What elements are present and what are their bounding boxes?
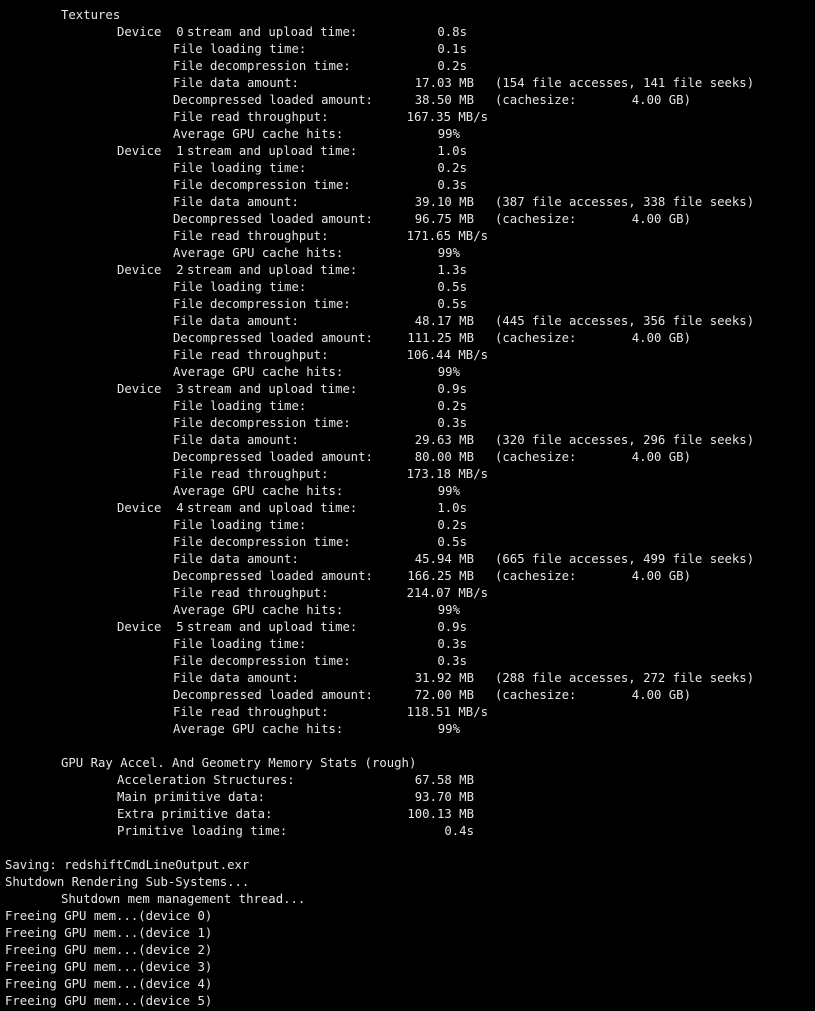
stream-upload-label: stream and upload time: [187, 620, 358, 634]
file-loading-value: 0.2s [437, 161, 467, 175]
file-data-amount-value: 39.10 MB [414, 195, 474, 209]
file-loading-value: 0.2s [437, 399, 467, 413]
stream-upload-value: 0.9s [437, 620, 467, 634]
file-decompression-value: 0.3s [437, 654, 467, 668]
file-data-amount-label: File data amount: [173, 552, 299, 566]
file-data-amount-label: File data amount: [173, 671, 299, 685]
freeing-gpu-line: Freeing GPU mem...(device 3) [5, 960, 213, 974]
gpu-cache-hits-label: Average GPU cache hits: [173, 603, 344, 617]
device-label: Device 3 [117, 382, 184, 396]
decompressed-amount-label: Decompressed loaded amount: [173, 569, 373, 583]
file-loading-label: File loading time: [173, 42, 307, 56]
stream-upload-value: 0.9s [437, 382, 467, 396]
stream-upload-value: 0.8s [437, 25, 467, 39]
decompressed-amount-value: 166.25 MB [407, 569, 474, 583]
device-label: Device 5 [117, 620, 184, 634]
read-throughput-label: File read throughput: [173, 110, 329, 124]
geometry-heading: GPU Ray Accel. And Geometry Memory Stats (rough) [61, 756, 417, 770]
gpu-cache-hits-label: Average GPU cache hits: [173, 246, 344, 260]
file-loading-label: File loading time: [173, 280, 307, 294]
decompressed-amount-value: 96.75 MB [414, 212, 474, 226]
device-label: Device 4 [117, 501, 184, 515]
file-accesses-info: (445 file accesses, 356 file seeks) [495, 314, 755, 328]
geometry-stat-value: 0.4s [444, 824, 474, 838]
mem-thread-line: Shutdown mem management thread... [61, 892, 306, 906]
gpu-cache-hits-value: 99% [437, 722, 460, 736]
decompressed-amount-value: 111.25 MB [407, 331, 474, 345]
file-accesses-info: (154 file accesses, 141 file seeks) [495, 76, 755, 90]
cachesize-value: 4.00 GB) [631, 450, 691, 464]
freeing-gpu-line: Freeing GPU mem...(device 4) [5, 977, 213, 991]
freeing-gpu-line: Freeing GPU mem...(device 0) [5, 909, 213, 923]
file-accesses-info: (665 file accesses, 499 file seeks) [495, 552, 755, 566]
file-decompression-label: File decompression time: [173, 59, 351, 73]
file-loading-value: 0.5s [437, 280, 467, 294]
file-decompression-value: 0.3s [437, 416, 467, 430]
file-decompression-value: 0.5s [437, 297, 467, 311]
textures-heading: Textures [61, 8, 121, 22]
geometry-stat-value: 67.58 MB [414, 773, 474, 787]
file-decompression-value: 0.5s [437, 535, 467, 549]
file-loading-label: File loading time: [173, 399, 307, 413]
cachesize-value: 4.00 GB) [631, 569, 691, 583]
file-loading-value: 0.3s [437, 637, 467, 651]
freeing-gpu-line: Freeing GPU mem...(device 5) [5, 994, 213, 1008]
file-data-amount-label: File data amount: [173, 433, 299, 447]
file-data-amount-value: 48.17 MB [414, 314, 474, 328]
stream-upload-value: 1.3s [437, 263, 467, 277]
gpu-cache-hits-value: 99% [437, 603, 460, 617]
file-loading-label: File loading time: [173, 161, 307, 175]
gpu-cache-hits-label: Average GPU cache hits: [173, 484, 344, 498]
file-decompression-label: File decompression time: [173, 178, 351, 192]
decompressed-amount-label: Decompressed loaded amount: [173, 331, 373, 345]
gpu-cache-hits-value: 99% [437, 246, 460, 260]
gpu-cache-hits-value: 99% [437, 365, 460, 379]
cachesize-value: 4.00 GB) [631, 331, 691, 345]
file-loading-value: 0.2s [437, 518, 467, 532]
read-throughput-label: File read throughput: [173, 586, 329, 600]
gpu-cache-hits-value: 99% [437, 484, 460, 498]
file-loading-value: 0.1s [437, 42, 467, 56]
stream-upload-label: stream and upload time: [187, 25, 358, 39]
file-accesses-info: (288 file accesses, 272 file seeks) [495, 671, 755, 685]
freeing-gpu-line: Freeing GPU mem...(device 2) [5, 943, 213, 957]
file-data-amount-label: File data amount: [173, 76, 299, 90]
cachesize-value: 4.00 GB) [631, 93, 691, 107]
read-throughput-label: File read throughput: [173, 705, 329, 719]
stream-upload-value: 1.0s [437, 144, 467, 158]
read-throughput-label: File read throughput: [173, 229, 329, 243]
file-decompression-value: 0.3s [437, 178, 467, 192]
decompressed-amount-value: 80.00 MB [414, 450, 474, 464]
geometry-stat-label: Extra primitive data: [117, 807, 273, 821]
gpu-cache-hits-value: 99% [437, 127, 460, 141]
geometry-stat-label: Acceleration Structures: [117, 773, 295, 787]
geometry-stat-value: 100.13 MB [407, 807, 474, 821]
decompressed-amount-label: Decompressed loaded amount: [173, 450, 373, 464]
decompressed-amount-label: Decompressed loaded amount: [173, 93, 373, 107]
file-decompression-label: File decompression time: [173, 297, 351, 311]
stream-upload-label: stream and upload time: [187, 501, 358, 515]
file-data-amount-label: File data amount: [173, 195, 299, 209]
read-throughput-value: 214.07 MB/s [406, 586, 488, 600]
file-decompression-label: File decompression time: [173, 535, 351, 549]
read-throughput-value: 171.65 MB/s [406, 229, 488, 243]
file-data-amount-value: 29.63 MB [414, 433, 474, 447]
read-throughput-value: 106.44 MB/s [406, 348, 488, 362]
file-data-amount-value: 17.03 MB [414, 76, 474, 90]
geometry-stat-label: Primitive loading time: [117, 824, 288, 838]
device-label: Device 0 [117, 25, 184, 39]
file-loading-label: File loading time: [173, 518, 307, 532]
decompressed-amount-label: Decompressed loaded amount: [173, 688, 373, 702]
device-label: Device 2 [117, 263, 184, 277]
cachesize-label: (cachesize: [495, 450, 577, 464]
geometry-stat-value: 93.70 MB [414, 790, 474, 804]
shutdown-line: Shutdown Rendering Sub-Systems... [5, 875, 250, 889]
cachesize-value: 4.00 GB) [631, 212, 691, 226]
gpu-cache-hits-label: Average GPU cache hits: [173, 722, 344, 736]
cachesize-label: (cachesize: [495, 569, 577, 583]
read-throughput-label: File read throughput: [173, 348, 329, 362]
gpu-cache-hits-label: Average GPU cache hits: [173, 127, 344, 141]
file-data-amount-value: 31.92 MB [414, 671, 474, 685]
saving-line: Saving: redshiftCmdLineOutput.exr [5, 858, 250, 872]
stream-upload-label: stream and upload time: [187, 263, 358, 277]
cachesize-label: (cachesize: [495, 331, 577, 345]
file-accesses-info: (387 file accesses, 338 file seeks) [495, 195, 755, 209]
file-decompression-value: 0.2s [437, 59, 467, 73]
read-throughput-value: 118.51 MB/s [406, 705, 488, 719]
freeing-gpu-line: Freeing GPU mem...(device 1) [5, 926, 213, 940]
stream-upload-value: 1.0s [437, 501, 467, 515]
read-throughput-label: File read throughput: [173, 467, 329, 481]
file-data-amount-label: File data amount: [173, 314, 299, 328]
decompressed-amount-value: 38.50 MB [414, 93, 474, 107]
gpu-cache-hits-label: Average GPU cache hits: [173, 365, 344, 379]
stream-upload-label: stream and upload time: [187, 144, 358, 158]
read-throughput-value: 167.35 MB/s [406, 110, 488, 124]
decompressed-amount-value: 72.00 MB [414, 688, 474, 702]
geometry-stat-label: Main primitive data: [117, 790, 266, 804]
file-accesses-info: (320 file accesses, 296 file seeks) [495, 433, 755, 447]
stream-upload-label: stream and upload time: [187, 382, 358, 396]
file-data-amount-value: 45.94 MB [414, 552, 474, 566]
read-throughput-value: 173.18 MB/s [406, 467, 488, 481]
file-loading-label: File loading time: [173, 637, 307, 651]
cachesize-label: (cachesize: [495, 688, 577, 702]
cachesize-value: 4.00 GB) [631, 688, 691, 702]
cachesize-label: (cachesize: [495, 212, 577, 226]
file-decompression-label: File decompression time: [173, 654, 351, 668]
cachesize-label: (cachesize: [495, 93, 577, 107]
file-decompression-label: File decompression time: [173, 416, 351, 430]
device-label: Device 1 [117, 144, 184, 158]
decompressed-amount-label: Decompressed loaded amount: [173, 212, 373, 226]
